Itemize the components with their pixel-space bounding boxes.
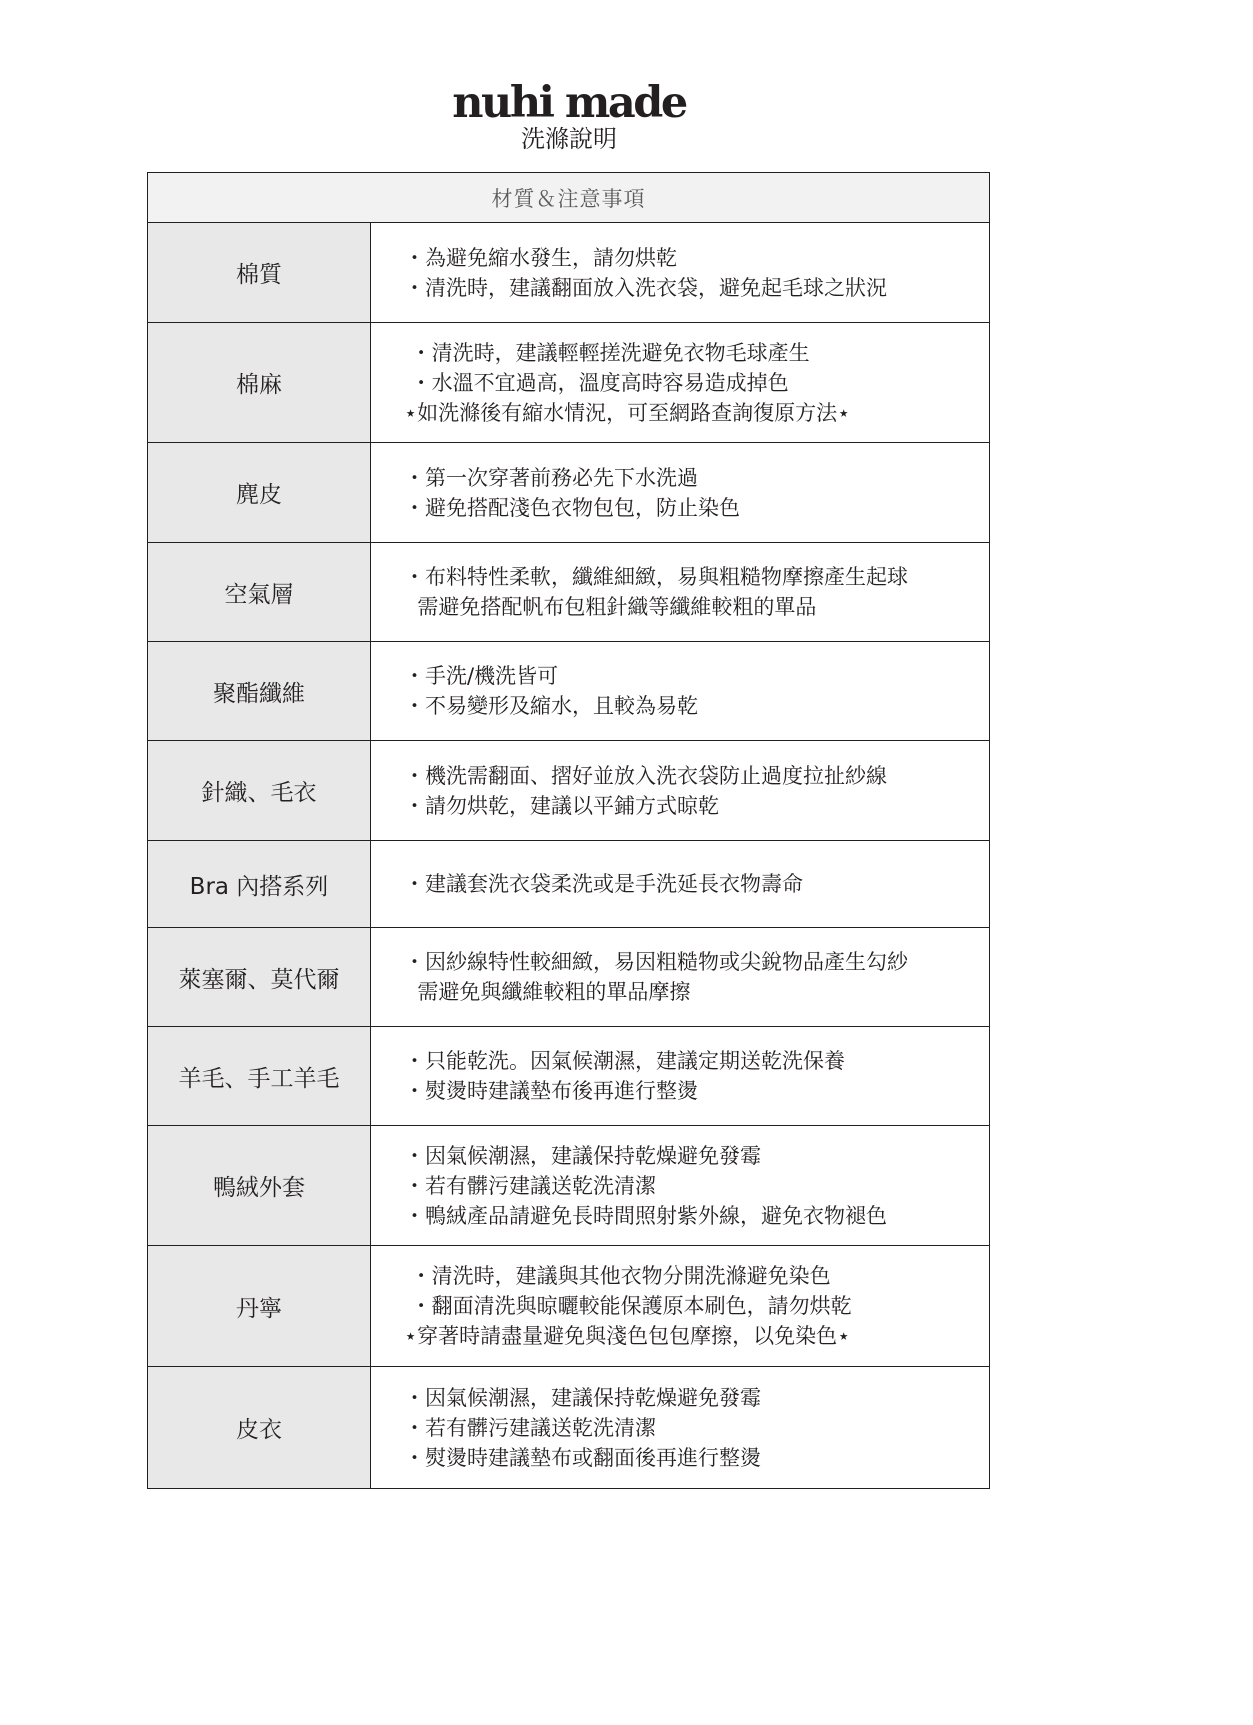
care-note: ・為避免縮水發生，請勿烘乾 [404,245,677,270]
brand-logo: nuhi made [452,78,686,128]
material-name: 空氣層 [148,543,371,641]
care-note: ・手洗/機洗皆可 [404,664,559,688]
table-row [148,841,989,928]
care-note: ・只能乾洗。因氣候潮濕，建議定期送乾洗保養 [404,1049,845,1073]
table-row [148,1126,989,1246]
care-note: ・鴨絨產品請避免長時間照射紫外線，避免衣物褪色 [404,1203,887,1228]
care-note: ・機洗需翻面、摺好並放入洗衣袋防止過度拉扯紗線 [404,763,887,788]
care-note: ⋆穿著時請盡量避免與淺色包包摩擦，以免染色⋆ [404,1324,851,1348]
material-name: 萊塞爾、莫代爾 [148,928,371,1026]
care-note: ・熨燙時建議墊布或翻面後再進行整燙 [404,1445,761,1470]
care-note: 需避免搭配帆布包粗針織等纖維較粗的單品 [404,595,817,619]
table-row [148,443,989,543]
care-notes [371,323,989,442]
table-row [148,323,989,443]
care-note: ・水溫不宜過高，溫度高時容易造成掉色 [404,370,789,395]
material-name: 麂皮 [148,443,371,542]
page-title: 洗滌說明 [521,125,617,153]
care-notes [371,443,989,542]
care-note: ・因氣候潮濕，建議保持乾燥避免發霉 [404,1143,761,1168]
care-note: ・若有髒污建議送乾洗清潔 [404,1173,656,1198]
table-row [148,1027,989,1126]
material-name: 棉麻 [148,323,371,442]
care-notes [371,928,989,1026]
care-notes [371,1027,989,1125]
table-row [148,1367,989,1488]
material-name: 棉質 [148,223,371,322]
care-note: ・布料特性柔軟，纖維細緻，易與粗糙物摩擦產生起球 [404,565,908,589]
care-note: ・因紗線特性較細緻，易因粗糙物或尖銳物品產生勾紗 [404,950,908,974]
table-heading: 材質＆注意事項 [148,173,989,223]
care-note: ・避免搭配淺色衣物包包，防止染色 [404,495,740,520]
care-notes [371,841,989,927]
care-notes [371,1126,989,1245]
care-note: ・建議套洗衣袋柔洗或是手洗延長衣物壽命 [404,872,803,896]
care-note: 需避免與纖維較粗的單品摩擦 [404,980,691,1004]
table-row [148,928,989,1027]
care-note: ・翻面清洗與晾曬較能保護原本刷色，請勿烘乾 [404,1294,852,1318]
care-notes [371,1246,989,1366]
care-note: ・清洗時，建議翻面放入洗衣袋，避免起毛球之狀況 [404,275,887,300]
care-note: ・若有髒污建議送乾洗清潔 [404,1415,656,1440]
care-notes [371,223,989,322]
material-name: 針織、毛衣 [148,741,371,840]
care-instructions-table [147,172,990,1489]
care-notes [371,543,989,641]
care-note: ・因氣候潮濕，建議保持乾燥避免發霉 [404,1385,761,1410]
care-note: ・不易變形及縮水，且較為易乾 [404,694,698,718]
care-note: ⋆如洗滌後有縮水情況，可至網路查詢復原方法⋆ [404,400,851,425]
care-notes [371,741,989,840]
table-row [148,741,989,841]
table-row [148,1246,989,1367]
table-row [148,223,989,323]
material-name: 羊毛、手工羊毛 [148,1027,371,1125]
material-name: 鴨絨外套 [148,1126,371,1245]
table-row [148,642,989,741]
table-row [148,543,989,642]
care-note: ・請勿烘乾，建議以平鋪方式晾乾 [404,793,719,818]
care-notes [371,642,989,740]
material-name: Bra 內搭系列 [148,841,371,927]
care-notes [371,1367,989,1488]
care-note: ・清洗時，建議輕輕搓洗避免衣物毛球產生 [404,340,810,365]
table-body [148,223,989,1488]
care-note: ・第一次穿著前務必先下水洗過 [404,465,698,490]
material-name: 丹寧 [148,1246,371,1366]
material-name: 皮衣 [148,1367,371,1488]
care-note: ・熨燙時建議墊布後再進行整燙 [404,1079,698,1103]
material-name: 聚酯纖維 [148,642,371,740]
care-note: ・清洗時，建議與其他衣物分開洗滌避免染色 [404,1264,831,1288]
